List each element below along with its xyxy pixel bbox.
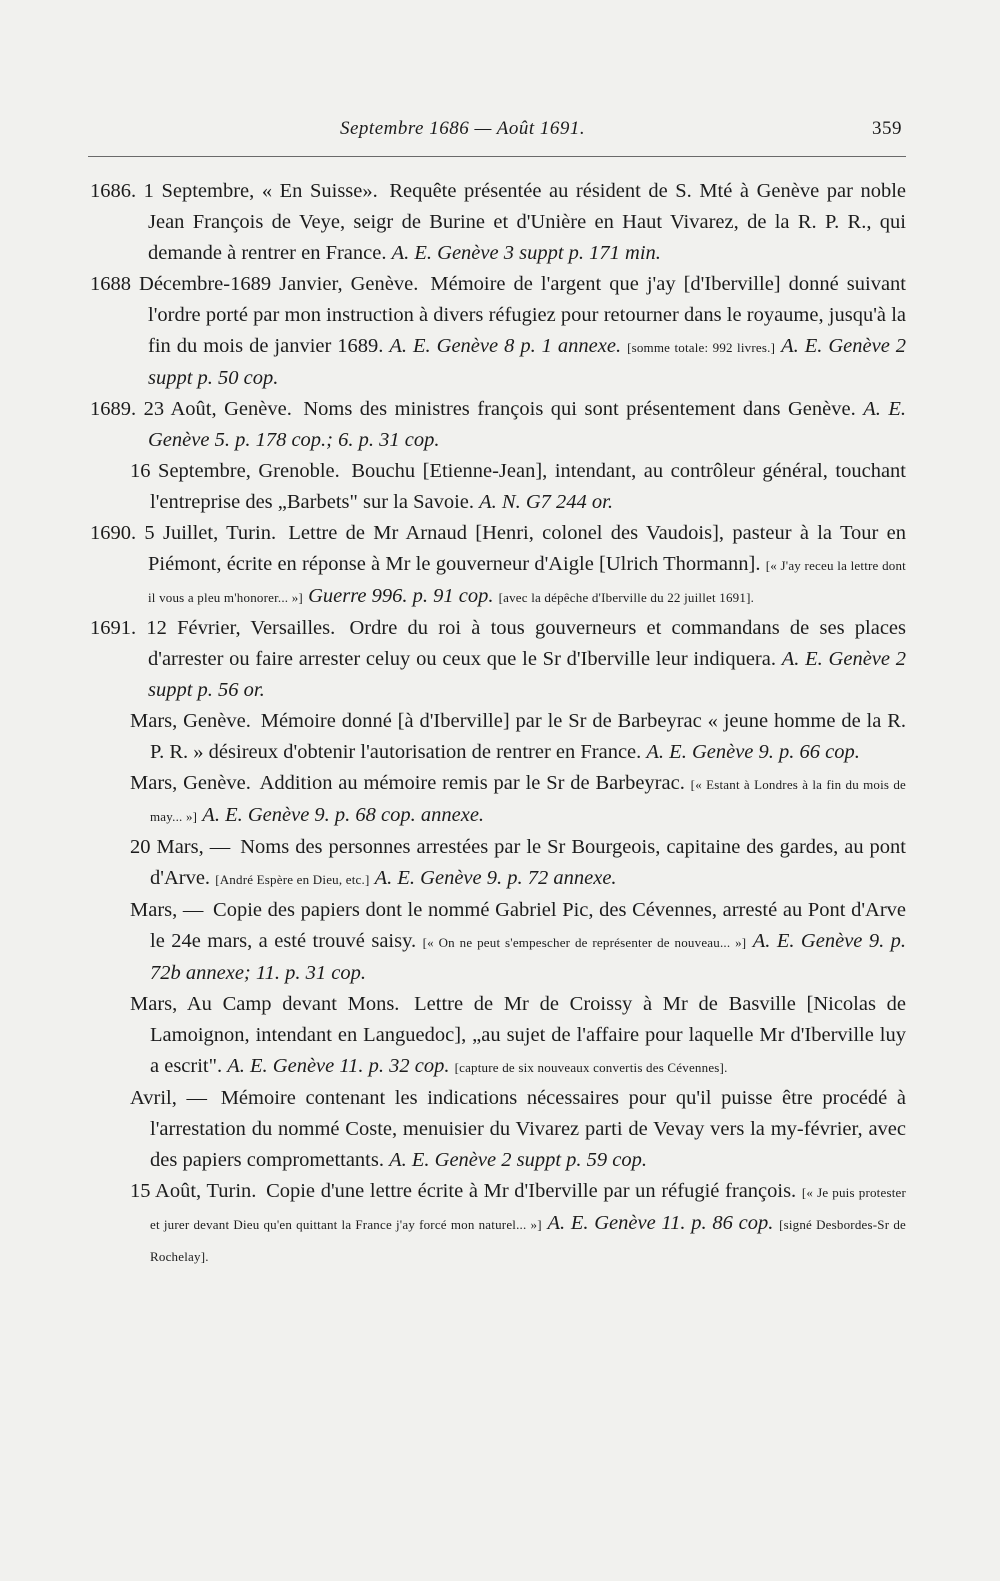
entry	[90, 989, 906, 1083]
entry-date: 1689. 23 Août, Genève.	[90, 398, 292, 420]
entry-date: 1690. 5 Juillet, Turin.	[90, 522, 277, 544]
entry-date: Mars, Genève.	[130, 710, 251, 732]
entry-note: [« Estant à Londres à la fin du mois de may... »]	[150, 777, 907, 824]
entry-reference-2: A. E. Genève 9. p. 68 cop. annexe.	[202, 804, 485, 826]
entry	[90, 176, 906, 269]
entry	[90, 1083, 906, 1176]
entry-text: Mémoire de l'argent que j'ay [d'Iberville] donné suivant l'ordre porté par mon instruction à divers réfugiez pour retourner dans le royaume, jusqu'à la fin du mois de janvier 1689.	[148, 273, 906, 357]
entry	[90, 613, 906, 706]
entries-list	[90, 176, 906, 1272]
entry-reference-2: A. E. Genève 9. p. 72 annexe.	[374, 867, 617, 889]
entry-reference-2: A. E. Genève 9. p. 72b annexe; 11. p. 31 cop.	[150, 930, 907, 984]
entry-text: Mémoire donné [à d'Iberville] par le Sr de Barbeyrac « jeune homme de la R. P. R. » désireux d'obtenir l'autorisation de rentrer en France.	[150, 710, 906, 763]
entry-note: [« On ne peut s'empescher de représenter de nouveau... »]	[422, 935, 747, 950]
entry-text: Ordre du roi à tous gouverneurs et commandans de ses places d'arrester ou faire arrester celuy ou ceux que le Sr d'Iberville leur indiquera.	[148, 617, 907, 670]
entry-reference: A. E. Genève 2 suppt p. 59 cop.	[389, 1149, 648, 1171]
entry-date: Mars, Au Camp devant Mons.	[130, 993, 400, 1015]
entry-reference: A. E. Genève 9. p. 66 cop.	[646, 741, 860, 763]
entry	[90, 518, 906, 613]
entry-text: Noms des ministres françois qui sont présentement dans Genève.	[303, 398, 856, 420]
entry-reference: A. E. Genève 11. p. 32 cop.	[227, 1055, 450, 1077]
entry	[90, 768, 906, 832]
entry-text: Requête présentée au résident de S. Mté à Genève par noble Jean François de Veye, seigr de Burine et d'Unière en Haut Vivarez, de la R. P. R., qui demande à rentrer en France.	[148, 180, 906, 264]
entry	[90, 456, 906, 518]
running-title: Septembre 1686 — Août 1691.	[340, 118, 586, 139]
entry	[90, 1176, 906, 1272]
entry	[90, 895, 906, 989]
entry-note-2: [signé Desbordes-Sr de Rochelay].	[150, 1217, 906, 1264]
entry	[90, 706, 906, 768]
entry-text: Copie des papiers dont le nommé Gabriel Pic, des Cévennes, arresté au Pont d'Arve le 24e mars, a esté trouvé saisy.	[150, 899, 907, 952]
entry-note: [capture de six nouveaux convertis des Cévennes].	[454, 1060, 728, 1075]
entry-reference: A. E. Genève 2 suppt p. 56 or.	[148, 648, 906, 701]
entry	[90, 394, 906, 456]
entry-text: Copie d'une lettre écrite à Mr d'Iberville par un réfugié françois.	[266, 1180, 797, 1202]
header-rule	[88, 156, 906, 157]
entry-date: 16 Septembre, Grenoble.	[130, 460, 340, 482]
entry-date: 15 Août, Turin.	[130, 1180, 257, 1202]
entry-reference-2: A. E. Genève 11. p. 86 cop.	[547, 1212, 774, 1234]
entry-reference: A. N. G7 244 or.	[479, 491, 613, 513]
entry-date: 1691. 12 Février, Versailles.	[90, 617, 336, 639]
entry-date: 1686. 1 Septembre, « En Suisse».	[90, 180, 378, 202]
entry-date: 20 Mars, —	[130, 836, 231, 858]
entry-note: [André Espère en Dieu, etc.]	[215, 872, 370, 887]
entry-reference-2: A. E. Genève 2 suppt p. 50 cop.	[148, 335, 907, 389]
entry-note-2: [avec la dépêche d'Iberville du 22 juillet 1691].	[498, 590, 755, 605]
entry-note: [somme totale: 992 livres.]	[627, 340, 776, 355]
entry-text: Addition au mémoire remis par le Sr de Barbeyrac.	[259, 772, 685, 794]
entry-date: Mars, —	[130, 899, 204, 921]
entry-date: Avril, —	[130, 1087, 208, 1109]
entry	[90, 269, 906, 394]
entry-reference: A. E. Genève 5. p. 178 cop.; 6. p. 31 cop.	[148, 398, 907, 451]
entry-text: Lettre de Mr de Croissy à Mr de Basville [Nicolas de Lamoignon, intendant en Languedoc], „au sujet de l'affaire pour laquelle Mr d'Iberville luy a escrit".	[150, 993, 906, 1077]
entry-text: Mémoire contenant les indications nécessaires pour qu'il puisse être procédé à l'arrestation du nommé Coste, menuisier du Vivarez parti de Vevay vers la my-février, avec des papiers compromettants.	[150, 1087, 906, 1171]
entry-date: Mars, Genève.	[130, 772, 251, 794]
entry-text: Bouchu [Etienne-Jean], intendant, au contrôleur général, touchant l'entreprise des „Barbets" sur la Savoie.	[150, 460, 907, 513]
entry-date: 1688 Décembre-1689 Janvier, Genève.	[90, 273, 419, 295]
page-header	[90, 118, 902, 150]
entry-note: [« Je puis protester et jurer devant Dieu qu'en quittant la France j'ay forcé mon naturel... »]	[150, 1185, 907, 1232]
entry-reference: A. E. Genève 8 p. 1 annexe.	[389, 335, 622, 357]
entry-reference: A. E. Genève 3 suppt p. 171 min.	[391, 242, 661, 264]
entry-text: Noms des personnes arrestées par le Sr Bourgeois, capitaine des gardes, au pont d'Arve.	[150, 836, 906, 889]
page-number: 359	[872, 118, 902, 139]
entry-reference-2: Guerre 996. p. 91 cop.	[308, 585, 494, 607]
entry-note: [« J'ay receu la lettre dont il vous a pleu m'honorer... »]	[148, 558, 906, 605]
entry-text: Lettre de Mr Arnaud [Henri, colonel des Vaudois], pasteur à la Tour en Piémont, écrite en réponse à Mr le gouverneur d'Aigle [Ulrich Thormann].	[148, 522, 907, 575]
entry	[90, 832, 906, 895]
